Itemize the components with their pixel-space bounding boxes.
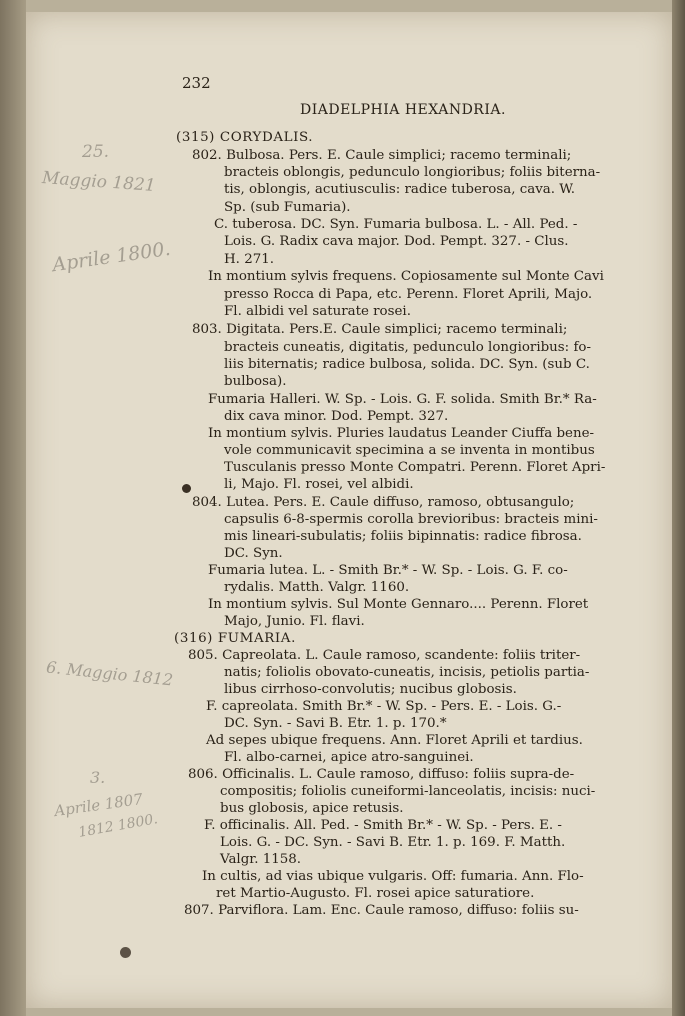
text-line: H. 271.	[224, 252, 275, 267]
handwritten-note-5: 1812 1800.	[77, 811, 159, 841]
species-entry: 805. Capreolata. L. Caule ramoso, scandente: foliis triter-	[188, 648, 581, 663]
text-line: compositis; foliolis cuneiformi-lanceolatis, incisis: nuci-	[220, 784, 596, 799]
text-line: li, Majo. Fl. rosei, vel albidi.	[224, 477, 414, 492]
text-line: Fl. albidi vel saturate rosei.	[224, 304, 411, 319]
handwritten-note-4-date: Aprile 1807	[53, 789, 144, 821]
ink-spot	[182, 484, 191, 493]
text-line: ret Martio-Augusto. Fl. rosei apice saturatiore.	[216, 886, 535, 901]
synonym-line: F. officinalis. All. Ped. - Smith Br.* - W. Sp. - Pers. E. -	[204, 818, 562, 833]
book-page	[26, 12, 672, 1008]
genus-heading: (315) CORYDALIS.	[176, 130, 314, 145]
text-line: Lois. G. Radix cava major. Dod. Pempt. 327. - Clus.	[224, 234, 569, 249]
genus-heading: (316) FUMARIA.	[174, 631, 296, 646]
text-line: libus cirrhoso-convolutis; nucibus globosis.	[224, 682, 517, 697]
ink-spot	[120, 947, 131, 958]
text-line: liis biternatis; radice bulbosa, solida. DC. Syn. (sub C.	[224, 357, 590, 372]
text-line: bracteis oblongis, pedunculo longioribus; foliis biterna-	[224, 165, 601, 180]
text-line: DC. Syn.	[224, 546, 283, 561]
handwritten-note-3: 6. Maggio 1812	[45, 657, 174, 690]
text-line: DC. Syn. - Savi B. Etr. 1. p. 170.*	[224, 716, 447, 731]
handwritten-note-1-date: Maggio 1821	[41, 168, 157, 196]
species-entry: 806. Officinalis. L. Caule ramoso, diffuso: foliis supra-de-	[188, 767, 575, 782]
text-line: Lois. G. - DC. Syn. - Savi B. Etr. 1. p. 169. F. Matth.	[220, 835, 566, 850]
text-line: presso Rocca di Papa, etc. Perenn. Floret Aprili, Majo.	[224, 287, 593, 302]
text-line: natis; foliolis obovato-cuneatis, incisis, petiolis partia-	[224, 665, 590, 680]
page-number: 232	[182, 74, 211, 92]
habitat-line: In montium sylvis. Pluries laudatus Leander Ciuffa bene-	[208, 426, 595, 441]
running-header: DIADELPHIA HEXANDRIA.	[300, 102, 506, 118]
page-edge	[672, 0, 685, 1016]
species-entry: 804. Lutea. Pers. E. Caule diffuso, ramoso, obtusangulo;	[192, 495, 575, 510]
habitat-line: In montium sylvis frequens. Copiosamente sul Monte Cavi	[208, 269, 604, 284]
handwritten-note-4-day: 3.	[90, 768, 106, 787]
habitat-line: In cultis, ad vias ubique vulgaris. Off: fumaria. Ann. Flo-	[202, 869, 584, 884]
handwritten-note-1-day: 25.	[82, 142, 110, 162]
text-line: Tusculanis presso Monte Compatri. Perenn. Floret Apri-	[224, 460, 606, 475]
text-line: bracteis cuneatis, digitatis, pedunculo longioribus: fo-	[224, 340, 591, 355]
synonym-line: C. tuberosa. DC. Syn. Fumaria bulbosa. L. - All. Ped. -	[214, 217, 578, 232]
species-entry: 807. Parviflora. Lam. Enc. Caule ramoso, diffuso: foliis su-	[184, 903, 579, 918]
text-line: dix cava minor. Dod. Pempt. 327.	[224, 409, 449, 424]
text-line: Fl. albo-carnei, apice atro-sanguinei.	[224, 750, 474, 765]
text-line: tis, oblongis, acutiusculis: radice tuberosa, cava. W.	[224, 182, 575, 197]
species-entry: 802. Bulbosa. Pers. E. Caule simplici; racemo terminali;	[192, 148, 572, 163]
text-line: vole communicavit specimina a se inventa in montibus	[224, 443, 595, 458]
text-line: Valgr. 1158.	[220, 852, 302, 867]
book-gutter	[0, 0, 26, 1016]
habitat-line: In montium sylvis. Sul Monte Gennaro.... Perenn. Floret	[208, 597, 589, 612]
text-line: mis lineari-subulatis; foliis bipinnatis: radice fibrosa.	[224, 529, 582, 544]
text-line: Majo, Junio. Fl. flavi.	[224, 614, 365, 629]
synonym-line: F. capreolata. Smith Br.* - W. Sp. - Pers. E. - Lois. G.-	[206, 699, 562, 714]
handwritten-note-2: Aprile 1800.	[51, 237, 172, 277]
synonym-line: Fumaria Halleri. W. Sp. - Lois. G. F. solida. Smith Br.* Ra-	[208, 392, 597, 407]
text-line: bus globosis, apice retusis.	[220, 801, 404, 816]
text-line: rydalis. Matth. Valgr. 1160.	[224, 580, 410, 595]
species-entry: 803. Digitata. Pers.E. Caule simplici; racemo terminali;	[192, 322, 568, 337]
text-line: Sp. (sub Fumaria).	[224, 200, 351, 215]
text-line: bulbosa).	[224, 374, 287, 389]
habitat-line: Ad sepes ubique frequens. Ann. Floret Aprili et tardius.	[206, 733, 583, 748]
text-line: capsulis 6-8-spermis corolla brevioribus: bracteis mini-	[224, 512, 598, 527]
synonym-line: Fumaria lutea. L. - Smith Br.* - W. Sp. - Lois. G. F. co-	[208, 563, 568, 578]
